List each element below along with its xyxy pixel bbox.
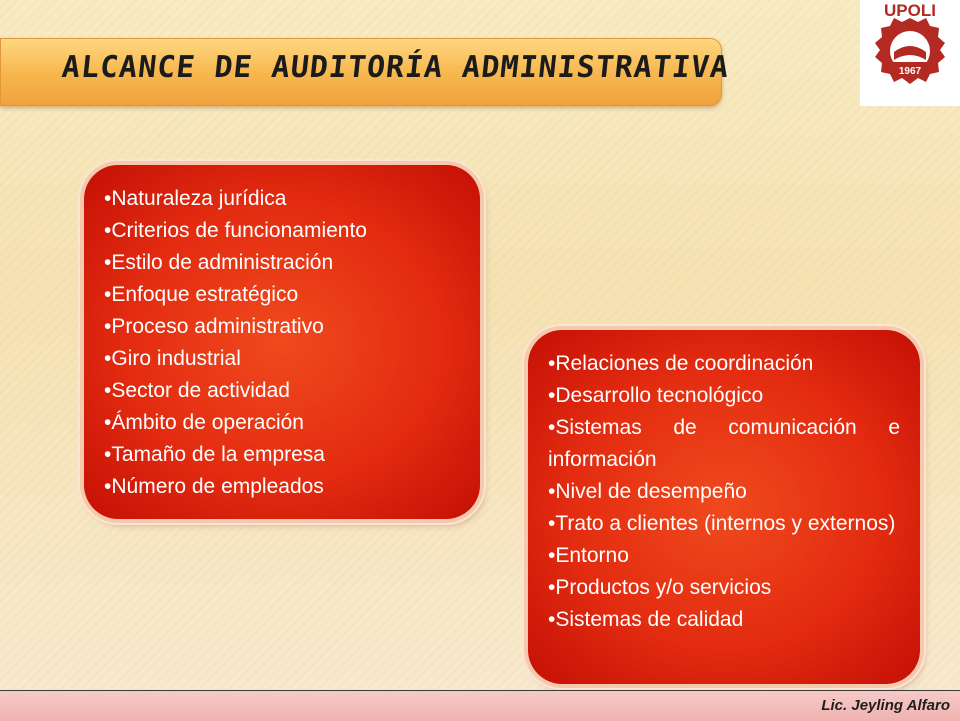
- list-item: •Desarrollo tecnológico: [548, 384, 764, 407]
- list-item: •Nivel de desempeño: [548, 480, 747, 503]
- footer-divider: [0, 690, 960, 691]
- scope-box-right: [528, 330, 920, 684]
- footer-bar: [0, 690, 960, 721]
- author-credit: Lic. Jeyling Alfaro: [821, 697, 950, 714]
- list-item: •Giro industrial: [104, 347, 241, 370]
- list-item: •Sector de actividad: [104, 379, 290, 402]
- list-item: •Productos y/o servicios: [548, 576, 772, 599]
- slide-title: ALCANCE DE AUDITORÍA ADMINISTRATIVA: [60, 50, 731, 85]
- list-item: •Trato a clientes (internos y externos): [548, 512, 896, 535]
- list-item: •Enfoque estratégico: [104, 283, 299, 306]
- logo-text: UPOLI: [884, 1, 936, 20]
- list-item: •Proceso administrativo: [104, 315, 324, 338]
- list-item: •Sistemas de comunicación e información: [548, 416, 900, 471]
- list-item: •Ámbito de operación: [104, 411, 304, 434]
- scope-box-left: [84, 165, 480, 519]
- list-item: •Relaciones de coordinación: [548, 352, 814, 375]
- list-item: •Entorno: [548, 544, 629, 567]
- scope-list-right: [548, 348, 900, 636]
- list-item: •Tamaño de la empresa: [104, 443, 325, 466]
- list-item: •Sistemas de calidad: [548, 608, 744, 631]
- list-item: •Número de empleados: [104, 475, 324, 498]
- scope-list-left: [104, 183, 464, 503]
- list-item: •Naturaleza jurídica: [104, 187, 287, 210]
- list-item: •Criterios de funcionamiento: [104, 219, 367, 242]
- logo-year: 1967: [898, 66, 922, 77]
- upoli-logo-icon: [860, 0, 960, 106]
- list-item: •Estilo de administración: [104, 251, 334, 274]
